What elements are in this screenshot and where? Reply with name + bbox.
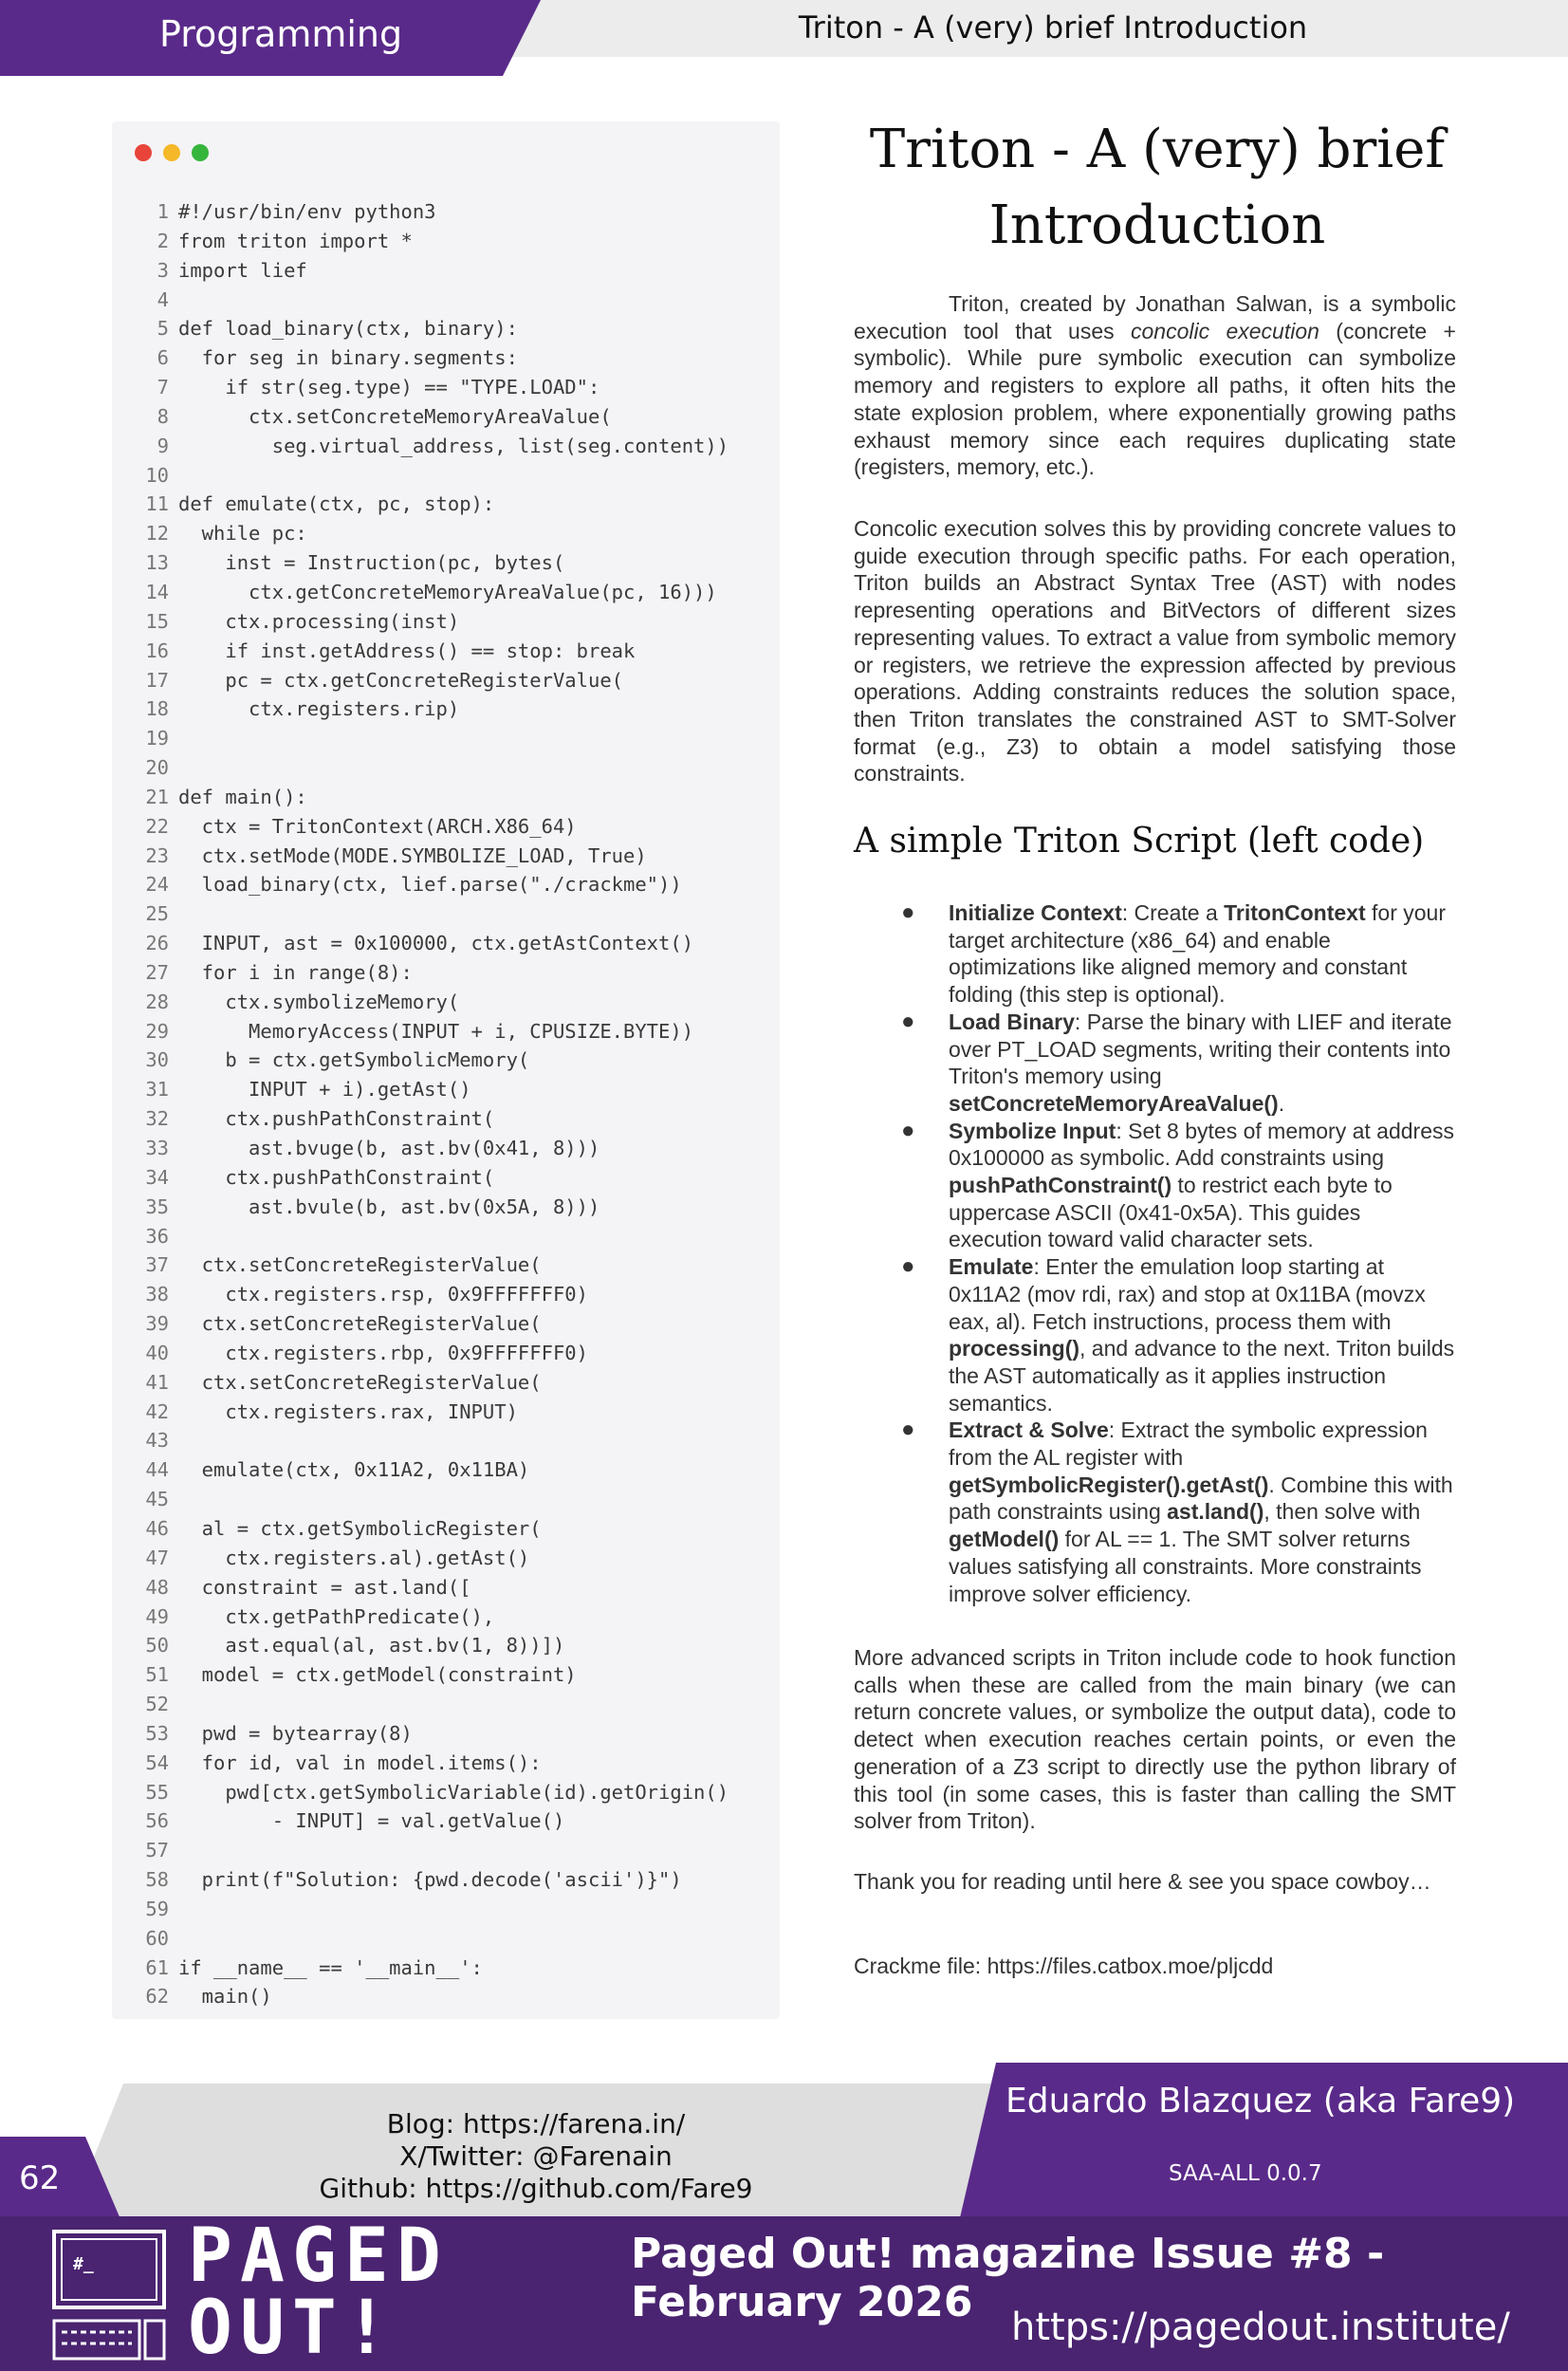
line-number: 62 xyxy=(145,1985,169,2009)
code-text: ctx.setConcreteRegisterValue( xyxy=(178,1253,542,1277)
code-line xyxy=(142,1104,768,1134)
code-line xyxy=(142,637,768,666)
code-line xyxy=(142,899,768,929)
line-number: 54 xyxy=(145,1750,169,1774)
code-line xyxy=(142,432,768,461)
code-text: pc = ctx.getConcreteRegisterValue( xyxy=(178,668,623,692)
license-label: SAA-ALL 0.0.7 xyxy=(1169,2161,1322,2186)
code-text: ctx.getPathPredicate(), xyxy=(178,1604,495,1628)
code-line xyxy=(142,490,768,519)
line-number: 13 xyxy=(145,551,169,575)
code-text: for id, val in model.items(): xyxy=(178,1750,542,1774)
line-number: 38 xyxy=(145,1283,169,1306)
line-number: 34 xyxy=(145,1165,169,1189)
code-line xyxy=(142,1222,768,1251)
code-line xyxy=(142,373,768,402)
code-line xyxy=(142,1046,768,1075)
line-number: 7 xyxy=(157,376,169,399)
code-line xyxy=(142,1895,768,1924)
code-text: main() xyxy=(178,1985,272,2009)
blog-link[interactable]: Blog: https://farena.in/ xyxy=(386,2108,686,2139)
code-line xyxy=(142,1280,768,1309)
code-text: ctx.setConcreteMemoryAreaValue( xyxy=(178,404,612,428)
running-title: Triton - A (very) brief Introduction xyxy=(798,9,1308,46)
line-number: 57 xyxy=(145,1839,169,1862)
code-line xyxy=(142,1309,768,1339)
code-line xyxy=(142,1836,768,1865)
code-line xyxy=(142,1544,768,1573)
list-item: ● Symbolize Input: Set 8 bytes of memory at address 0x100000 as symbolic. Add constraints using pushPathConstraint() to restrict each byte to uppercase ASCII (0x41-0x5A). This guides execution toward valid character sets. xyxy=(901,1117,1455,1252)
code-text: b = ctx.getSymbolicMemory( xyxy=(178,1048,530,1072)
twitter-link[interactable]: X/Twitter: @Farenain xyxy=(399,2140,673,2172)
line-number: 52 xyxy=(145,1693,169,1716)
bullet-icon: ● xyxy=(901,1008,915,1034)
line-number: 11 xyxy=(145,492,169,516)
line-number: 59 xyxy=(145,1897,169,1920)
code-line xyxy=(142,227,768,256)
code-line xyxy=(142,286,768,315)
code-text: ast.bvule(b, ast.bv(0x5A, 8))) xyxy=(178,1195,600,1218)
line-number: 36 xyxy=(145,1224,169,1248)
code-text: model = ctx.getModel(constraint) xyxy=(178,1663,577,1687)
code-line xyxy=(142,842,768,871)
line-number: 33 xyxy=(145,1137,169,1159)
code-line xyxy=(142,1778,768,1807)
code-line xyxy=(142,929,768,958)
code-text: if str(seg.type) == "TYPE.LOAD": xyxy=(178,376,600,399)
line-number: 23 xyxy=(145,843,169,867)
code-text: for i in range(8): xyxy=(178,960,413,984)
code-line xyxy=(142,314,768,343)
line-number: 9 xyxy=(157,434,169,457)
steps-list xyxy=(901,899,1456,1607)
code-text: #!/usr/bin/env python3 xyxy=(178,200,436,223)
code-line xyxy=(142,870,768,899)
line-number: 4 xyxy=(157,287,169,311)
list-item: ● Load Binary: Parse the binary with LIEF and iterate over PT_LOAD segments, writing their contents into Triton's memory using setConcreteMemoryAreaValue(). xyxy=(901,1008,1452,1116)
code-line xyxy=(142,1163,768,1193)
section-heading: A simple Triton Script (left code) xyxy=(854,822,1425,861)
code-text: while pc: xyxy=(178,522,307,546)
paragraph-intro: Triton, created by Jonathan Salwan, is a symbolic execution tool that uses concolic execution (concrete + symbolic). While pure symbolic execution can symbolize memory and registers to explore all paths, it often hits the state explosion problem, where exponentially growing paths exhaust memory since each requires duplicating state (registers, memory, etc.). xyxy=(854,291,1456,480)
code-line xyxy=(142,1924,768,1954)
code-text: pwd[ctx.getSymbolicVariable(id).getOrigin() xyxy=(178,1780,729,1804)
code-text: INPUT, ast = 0x100000, ctx.getAstContext() xyxy=(178,932,694,955)
paragraph-advanced: More advanced scripts in Triton include code to hook function calls when these are called from the main binary (we can return concrete values, or symbolize the output data), code to detect when execution reaches certain points, or even the generation of a Z3 script to directly use the python library of this tool (in some cases, this is faster than calling the SMT solver from Triton). xyxy=(854,1645,1456,1834)
page-number: 62 xyxy=(19,2159,61,2197)
line-number: 6 xyxy=(157,346,169,370)
line-number: 31 xyxy=(145,1078,169,1102)
line-number: 44 xyxy=(145,1458,169,1482)
line-number: 32 xyxy=(145,1107,169,1131)
line-number: 21 xyxy=(145,785,169,808)
code-text: def emulate(ctx, pc, stop): xyxy=(178,492,495,516)
code-line xyxy=(142,402,768,432)
code-text: if inst.getAddress() == stop: break xyxy=(178,639,636,662)
line-number: 55 xyxy=(145,1780,169,1804)
code-line xyxy=(142,1749,768,1778)
section-label: Programming xyxy=(159,13,403,55)
line-number: 3 xyxy=(157,258,169,282)
author-contacts xyxy=(285,2108,787,2205)
code-line xyxy=(142,666,768,695)
line-number: 18 xyxy=(145,697,169,721)
code-text: if __name__ == '__main__': xyxy=(178,1955,483,1979)
code-line xyxy=(142,1982,768,2011)
line-number: 56 xyxy=(145,1809,169,1833)
line-number: 30 xyxy=(145,1048,169,1072)
line-number: 12 xyxy=(145,522,169,546)
code-line xyxy=(142,1134,768,1163)
code-line xyxy=(142,783,768,812)
code-text: - INPUT] = val.getValue() xyxy=(178,1809,565,1833)
line-number: 39 xyxy=(145,1312,169,1336)
line-number: 40 xyxy=(145,1341,169,1364)
line-number: 26 xyxy=(145,932,169,955)
code-text: ctx.symbolizeMemory( xyxy=(178,990,460,1013)
code-line xyxy=(142,1602,768,1632)
line-number: 10 xyxy=(145,463,169,487)
code-text: seg.virtual_address, list(seg.content)) xyxy=(178,434,729,457)
code-line xyxy=(142,724,768,753)
code-text: import lief xyxy=(178,258,307,282)
code-line xyxy=(142,197,768,227)
code-line xyxy=(142,1339,768,1368)
list-item: ● Initialize Context: Create a TritonContext for your target architecture (x86_64) and enable optimizations like aligned memory and constant folding (this step is optional). xyxy=(901,899,1447,1008)
code-text: ctx.setConcreteRegisterValue( xyxy=(178,1312,542,1336)
line-number: 5 xyxy=(157,317,169,341)
code-line xyxy=(142,1193,768,1222)
line-number: 2 xyxy=(157,229,169,252)
code-text: al = ctx.getSymbolicRegister( xyxy=(178,1516,542,1540)
code-text: ctx.pushPathConstraint( xyxy=(178,1107,495,1131)
code-text: MemoryAccess(INPUT + i, CPUSIZE.BYTE)) xyxy=(178,1019,694,1043)
code-text: ctx.processing(inst) xyxy=(178,609,460,633)
site-link[interactable]: https://pagedout.institute/ xyxy=(1011,2306,1510,2349)
code-line xyxy=(142,958,768,988)
code-line xyxy=(142,753,768,783)
code-line xyxy=(142,1514,768,1544)
code-line xyxy=(142,1690,768,1719)
line-number: 20 xyxy=(145,756,169,780)
line-number: 37 xyxy=(145,1253,169,1277)
line-number: 53 xyxy=(145,1721,169,1745)
terminal-logo-icon xyxy=(52,2230,166,2362)
code-text: ctx.registers.rip) xyxy=(178,697,460,721)
code-line xyxy=(142,1368,768,1398)
line-number: 14 xyxy=(145,580,169,603)
code-line xyxy=(142,1075,768,1104)
code-text: ctx.pushPathConstraint( xyxy=(178,1165,495,1189)
code-text: pwd = bytearray(8) xyxy=(178,1721,413,1745)
window-close-dot xyxy=(135,144,152,161)
bullet-icon: ● xyxy=(901,1117,915,1143)
line-number: 22 xyxy=(145,814,169,838)
bullet-icon: ● xyxy=(901,899,915,925)
line-number: 15 xyxy=(145,609,169,633)
line-number: 16 xyxy=(145,639,169,662)
code-text: ctx.registers.rax, INPUT) xyxy=(178,1399,518,1423)
line-number: 46 xyxy=(145,1516,169,1540)
code-text: ctx.registers.al).getAst() xyxy=(178,1546,530,1569)
line-number: 60 xyxy=(145,1926,169,1950)
list-item: ● Emulate: Enter the emulation loop starting at 0x11A2 (mov rdi, rax) and stop at 0x11BA (movzx eax, al). Fetch instructions, process them with processing(), and advance to the next. Triton builds the AST automatically as it applies instruction semantics. xyxy=(901,1253,1455,1416)
code-line xyxy=(142,607,768,637)
code-line xyxy=(142,812,768,842)
code-text: ctx.getConcreteMemoryAreaValue(pc, 16))) xyxy=(178,580,717,603)
line-number: 49 xyxy=(145,1604,169,1628)
code-text: ast.equal(al, ast.bv(1, 8))]) xyxy=(178,1634,565,1658)
line-number: 8 xyxy=(157,404,169,428)
bullet-icon: ● xyxy=(901,1253,915,1280)
line-number: 51 xyxy=(145,1663,169,1687)
line-number: 29 xyxy=(145,1019,169,1043)
code-line xyxy=(142,1250,768,1280)
line-number: 47 xyxy=(145,1546,169,1569)
line-number: 25 xyxy=(145,902,169,926)
issue-label: Paged Out! magazine Issue #8 - February 2026 xyxy=(631,2230,1385,2326)
code-text: load_binary(ctx, lief.parse("./crackme")) xyxy=(178,873,682,897)
code-text: inst = Instruction(pc, bytes( xyxy=(178,551,565,575)
code-line xyxy=(142,1017,768,1047)
code-text: ctx.setConcreteRegisterValue( xyxy=(178,1370,542,1394)
code-text: INPUT + i).getAst() xyxy=(178,1078,471,1102)
line-number: 42 xyxy=(145,1399,169,1423)
code-line xyxy=(142,1806,768,1836)
logo-prompt: #_ xyxy=(73,2254,94,2274)
code-text: ctx.registers.rsp, 0x9FFFFFFF0) xyxy=(178,1283,588,1306)
line-number: 61 xyxy=(145,1955,169,1979)
code-text: for seg in binary.segments: xyxy=(178,346,518,370)
code-line xyxy=(142,1485,768,1514)
code-line xyxy=(142,1865,768,1895)
github-link[interactable]: Github: https://github.com/Fare9 xyxy=(319,2173,753,2204)
code-line xyxy=(142,1719,768,1749)
code-line xyxy=(142,1954,768,1983)
window-minimize-dot xyxy=(163,144,180,161)
line-number: 58 xyxy=(145,1868,169,1892)
code-line xyxy=(142,519,768,548)
paragraph-thanks: Thank you for reading until here & see you space cowboy… xyxy=(854,1869,1431,1894)
code-line xyxy=(142,461,768,491)
logo-line-1: PAGED xyxy=(188,2214,449,2299)
code-line xyxy=(142,1573,768,1602)
line-number: 48 xyxy=(145,1575,169,1599)
line-number: 41 xyxy=(145,1370,169,1394)
code-text: from triton import * xyxy=(178,229,413,252)
code-line xyxy=(142,343,768,373)
code-text: def main(): xyxy=(178,785,307,808)
line-number: 19 xyxy=(145,727,169,750)
code-text: ctx = TritonContext(ARCH.X86_64) xyxy=(178,814,577,838)
pagedout-logo xyxy=(188,2214,449,2371)
code-line xyxy=(142,1631,768,1660)
code-line xyxy=(142,695,768,724)
line-number: 35 xyxy=(145,1195,169,1218)
line-number: 1 xyxy=(157,200,169,223)
line-number: 43 xyxy=(145,1429,169,1453)
window-maximize-dot xyxy=(192,144,209,161)
paragraph-concolic: Concolic execution solves this by providing concrete values to guide execution through specific paths. For each operation, Triton builds an Abstract Syntax Tree (AST) with nodes representing operations and BitVectors of different sizes representing values. To extract a value from symbolic memory or registers, we retrieve the expression affected by previous operations. Adding constraints reduces the solution space, then Triton translates the constrained AST to SMT-Solver format (e.g., Z3) to obtain a model satisfying those constraints. xyxy=(854,516,1456,787)
code-line xyxy=(142,578,768,607)
line-number: 50 xyxy=(145,1634,169,1658)
code-line xyxy=(142,1426,768,1455)
code-text: emulate(ctx, 0x11A2, 0x11BA) xyxy=(178,1458,530,1482)
list-item: ● Extract & Solve: Extract the symbolic expression from the AL register with getSymbolicRegister().getAst(). Combine this with path constraints using ast.land(), then solve with getModel() for AL == 1. The SMT solver returns values satisfying all constraints. More constraints improve solver efficiency. xyxy=(901,1417,1453,1606)
code-line xyxy=(142,256,768,286)
code-line xyxy=(142,1660,768,1690)
code-text: constraint = ast.land([ xyxy=(178,1575,471,1599)
author-name: Eduardo Blazquez (aka Fare9) xyxy=(1005,2082,1516,2121)
code-text: print(f"Solution: {pwd.decode('ascii')}") xyxy=(178,1868,682,1892)
bullet-icon: ● xyxy=(901,1417,915,1443)
code-text: ctx.registers.rbp, 0x9FFFFFFF0) xyxy=(178,1341,588,1364)
code-line xyxy=(142,988,768,1017)
code-line xyxy=(142,1455,768,1485)
article-title: Triton - A (very) brief Introduction xyxy=(869,119,1446,256)
code-listing xyxy=(142,197,768,2011)
line-number: 45 xyxy=(145,1488,169,1511)
line-number: 17 xyxy=(145,668,169,692)
code-line xyxy=(142,548,768,578)
code-text: def load_binary(ctx, binary): xyxy=(178,317,518,341)
line-number: 28 xyxy=(145,990,169,1013)
crackme-link[interactable]: Crackme file: https://files.catbox.moe/pljcdd xyxy=(854,1954,1274,1978)
logo-line-2: OUT! xyxy=(188,2286,397,2371)
line-number: 27 xyxy=(145,960,169,984)
code-text: ctx.setMode(MODE.SYMBOLIZE_LOAD, True) xyxy=(178,843,647,867)
code-line xyxy=(142,1398,768,1427)
line-number: 24 xyxy=(145,873,169,897)
code-text: ast.bvuge(b, ast.bv(0x41, 8))) xyxy=(178,1137,600,1159)
